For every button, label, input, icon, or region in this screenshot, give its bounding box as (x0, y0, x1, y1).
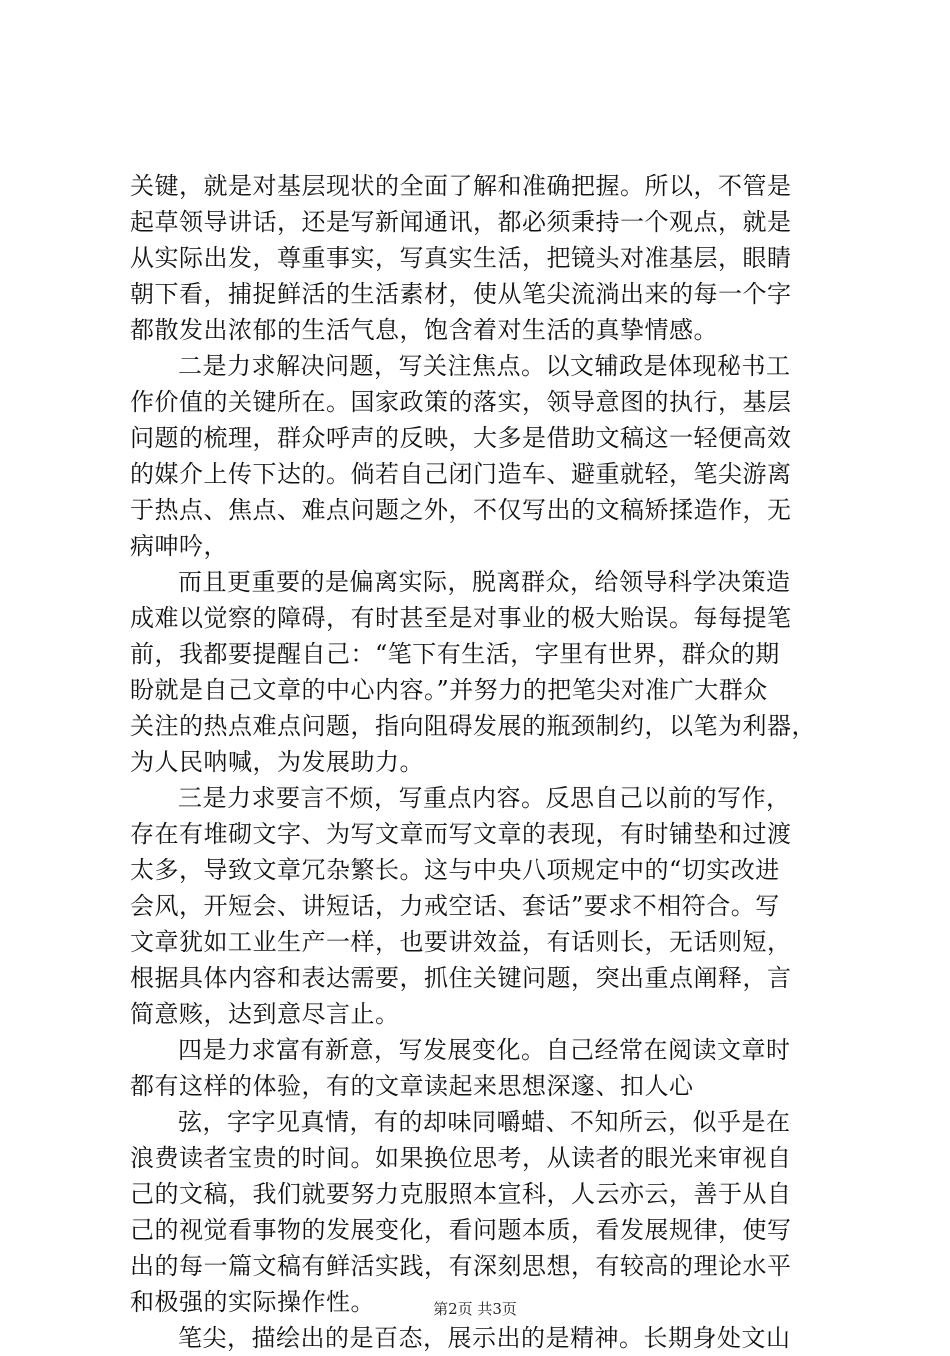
text-line: 作价值的关键所在。国家政策的落实，领导意图的执行，基层 (130, 388, 792, 416)
text-line: 为人民呐喊，为发展助力。 (130, 748, 424, 776)
text-line: 四是力求富有新意，写发展变化。自己经常在阅读文章时 (178, 1036, 791, 1064)
text-line: 问题的梳理，群众呼声的反映，大多是借助文稿这一轻便高效 (130, 424, 792, 452)
text-line: 朝下看，捕捉鲜活的生活素材，使从笔尖流淌出来的每一个字 (130, 280, 792, 308)
text-line: 和极强的实际操作性。 (130, 1288, 375, 1316)
text-line: 的媒介上传下达的。倘若自己闭门造车、避重就轻，笔尖游离 (130, 460, 792, 488)
text-line: 都有这样的体验，有的文章读起来思想深邃、扣人心 (130, 1072, 694, 1100)
text-line: 会风，开短会、讲短话，力戒空话、套话”要求不相符合。写 (130, 892, 780, 920)
text-line: 病呻吟， (130, 532, 228, 560)
text-line: 关注的热点难点问题，指向阻碍发展的瓶颈制约，以笔为利器， (130, 712, 816, 740)
text-line: 出的每一篇文稿有鲜活实践，有深刻思想，有较高的理论水平 (130, 1252, 792, 1280)
text-line: 己的视觉看事物的发展变化，看问题本质，看发展规律，使写 (130, 1216, 792, 1244)
text-line: 于热点、焦点、难点问题之外，不仅写出的文稿矫揉造作，无 (130, 496, 792, 524)
text-line: 浪费读者宝贵的时间。如果换位思考，从读者的眼光来审视自 (130, 1144, 792, 1172)
text-line: 前，我都要提醒自己：“笔下有生活，字里有世界，群众的期 (130, 640, 780, 668)
text-line: 而且更重要的是偏离实际，脱离群众，给领导科学决策造 (178, 568, 791, 596)
text-line: 二是力求解决问题，写关注焦点。以文辅政是体现秘书工 (178, 352, 791, 380)
text-line: 文章犹如工业生产一样，也要讲效益，有话则长，无话则短， (130, 928, 792, 956)
text-line: 己的文稿，我们就要努力克服照本宣科，人云亦云，善于从自 (130, 1180, 792, 1208)
page-number: 第2页 共3页 (433, 1300, 517, 1318)
text-line: 太多，导致文章冗杂繁长。这与中央八项规定中的“切实改进 (130, 856, 780, 884)
text-line: 简意赅，达到意尽言止。 (130, 1000, 400, 1028)
text-line: 都散发出浓郁的生活气息，饱含着对生活的真挚情感。 (130, 316, 718, 344)
document-body (130, 168, 845, 1356)
text-line: 根据具体内容和表达需要，抓住关键问题，突出重点阐释，言 (130, 964, 792, 992)
text-line: 从实际出发，尊重事实，写真实生活，把镜头对准基层，眼睛 (130, 244, 792, 272)
text-line: 弦，字字见真情，有的却味同嚼蜡、不知所云，似乎是在 (178, 1108, 791, 1136)
text-line: 笔尖，描绘出的是百态，展示出的是精神。长期身处文山 (178, 1324, 791, 1352)
text-line: 成难以觉察的障碍，有时甚至是对事业的极大贻误。每每提笔 (130, 604, 792, 632)
text-line: 三是力求要言不烦，写重点内容。反思自己以前的写作， (178, 784, 791, 812)
text-line: 存在有堆砌文字、为写文章而写文章的表现，有时铺垫和过渡 (130, 820, 792, 848)
text-line: 盼就是自己文章的中心内容。”并努力的把笔尖对准广大群众 (130, 676, 768, 704)
text-line: 关键，就是对基层现状的全面了解和准确把握。所以，不管是 (130, 172, 792, 200)
text-line: 起草领导讲话，还是写新闻通讯，都必须秉持一个观点，就是 (130, 208, 792, 236)
